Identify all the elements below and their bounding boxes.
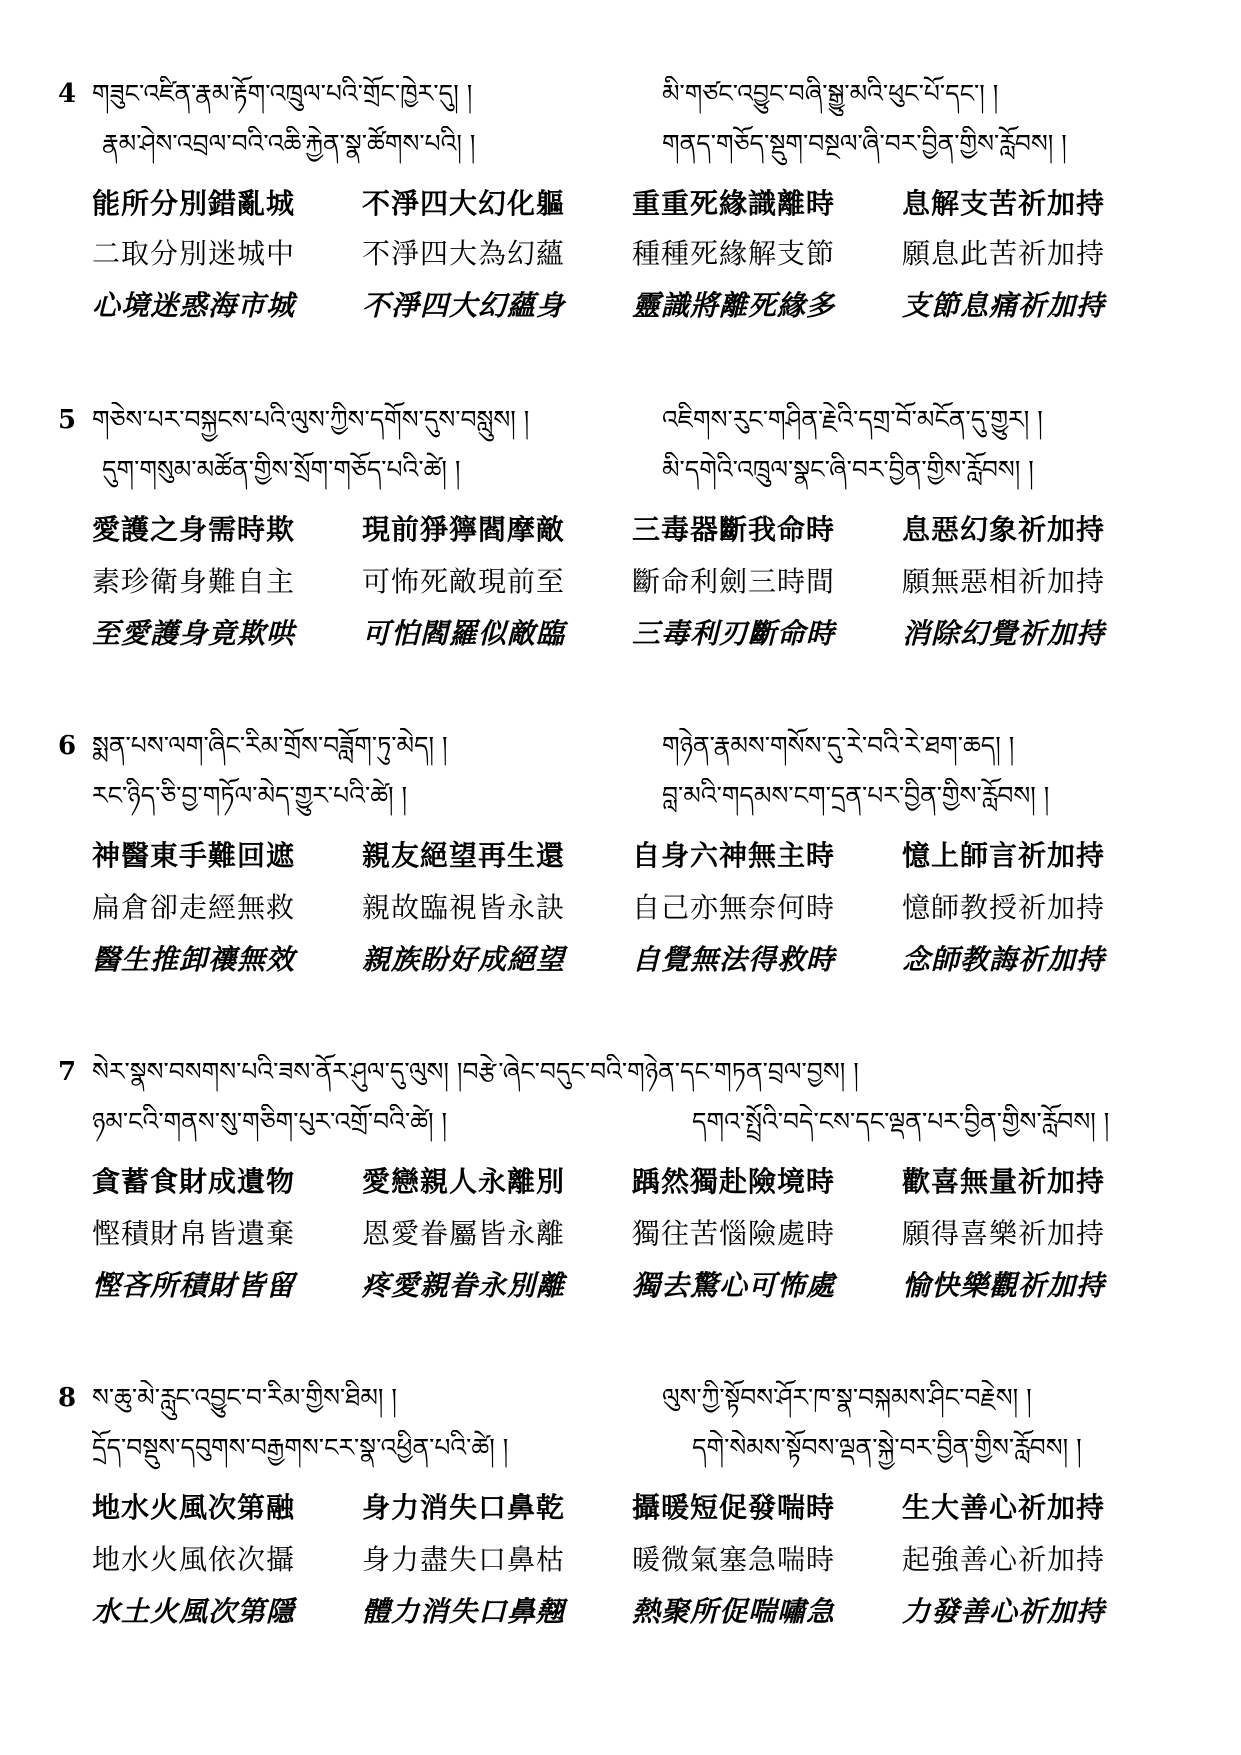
chinese-line: 憶上師言祈加持	[902, 839, 1106, 872]
chinese-line: 不淨四大為幻蘊	[362, 237, 566, 270]
chinese-line: 起強善心祈加持	[902, 1543, 1106, 1576]
verse-number: 4	[58, 79, 77, 109]
chinese-line: 種種死緣解支節	[632, 237, 836, 270]
chinese-line: 息惡幻象祈加持	[902, 513, 1106, 546]
chinese-line: 攝暖短促發喘時	[632, 1491, 836, 1524]
chinese-line: 醫生推卸禳無效	[92, 943, 296, 976]
chinese-line: 親故臨視皆永訣	[362, 891, 566, 924]
chinese-line: 二取分別迷城中	[92, 237, 296, 270]
chinese-line: 可怕閻羅似敵臨	[362, 617, 566, 650]
chinese-line: 三毒器斷我命時	[632, 513, 836, 546]
chinese-line: 水土火風次第隱	[92, 1595, 296, 1628]
chinese-line: 身力消失口鼻乾	[362, 1491, 566, 1524]
chinese-line: 疼愛親眷永別離	[362, 1269, 566, 1302]
chinese-line: 愛護之身需時欺	[92, 513, 296, 546]
chinese-line: 自身六神無主時	[632, 839, 836, 872]
chinese-line: 親友絕望再生還	[362, 839, 566, 872]
chinese-line: 息解支苦祈加持	[902, 187, 1106, 220]
tibetan-line-3: རྣམ་ཤེས་འབྲལ་བའི་འཆི་རྐྱེན་སྣ་ཚོགས་པའི། །	[102, 129, 476, 158]
chinese-line: 暖微氣塞急喘時	[632, 1543, 836, 1576]
chinese-line: 生大善心祈加持	[902, 1491, 1106, 1524]
chinese-line: 重重死緣識離時	[632, 187, 836, 220]
tibetan-line-4: གནད་གཅོད་སྡུག་བསྔལ་ཞི་བར་བྱིན་གྱིས་རློབས། །	[662, 129, 1067, 158]
chinese-line: 慳吝所積財皆留	[92, 1269, 296, 1302]
tibetan-line-4: དགེ་སེམས་སྟོབས་ལྡན་སྐྱེ་བར་བྱིན་གྱིས་རློབས། །	[692, 1433, 1082, 1462]
chinese-line: 願得喜樂祈加持	[902, 1217, 1106, 1250]
tibetan-line-3: དུག་གསུམ་མཚོན་གྱིས་སྲོག་གཅོད་པའི་ཚེ། །	[102, 455, 461, 484]
chinese-line: 可怖死敵現前至	[362, 565, 566, 598]
chinese-line: 力發善心祈加持	[902, 1595, 1106, 1628]
verse-number: 8	[58, 1383, 77, 1413]
tibetan-line-4: བླ་མའི་གདམས་ངག་དྲན་པར་བྱིན་གྱིས་རློབས། །	[662, 781, 1050, 810]
chinese-line: 熱聚所促喘嘯急	[632, 1595, 836, 1628]
tibetan-line-2: འཇིགས་རུང་གཤིན་རྗེའི་དགྲ་བོ་མངོན་དུ་གྱུར། །	[662, 405, 1043, 434]
tibetan-line-3: དགའ་སྤྲོའི་བདེ་ངས་དང་ལྡན་པར་བྱིན་གྱིས་རློབས། །	[692, 1107, 1110, 1136]
chinese-line: 憶師教授祈加持	[902, 891, 1106, 924]
chinese-line: 自己亦無奈何時	[632, 891, 836, 924]
chinese-line: 地水火風依次攝	[92, 1543, 296, 1576]
chinese-line: 歡喜無量祈加持	[902, 1165, 1106, 1198]
chinese-line: 靈識將離死緣多	[632, 289, 836, 322]
chinese-line: 至愛護身竟欺哄	[92, 617, 296, 650]
chinese-line: 獨去驚心可怖處	[632, 1269, 836, 1302]
tibetan-line-2: མི་གཙང་འབྱུང་བཞི་སྒྱུ་མའི་ཕུང་པོ་དང་། །	[662, 79, 999, 108]
chinese-line: 貪蓄食財成遺物	[92, 1165, 296, 1198]
chinese-line: 願息此苦祈加持	[902, 237, 1106, 270]
tibetan-line-4: མི་དགེའི་འཁྲུལ་སྣང་ཞི་བར་བྱིན་གྱིས་རློབས། །	[662, 455, 1034, 484]
tibetan-line-1: སེར་སྣས་བསགས་པའི་ཟས་ནོར་ཤུལ་དུ་ལུས། །བརྩེ་ཞེང་བདུང་བའི་གཉེན་དང་གཏན་བྲལ་བྱས། །	[92, 1057, 859, 1086]
verse-number: 7	[58, 1057, 77, 1087]
chinese-line: 三毒利刃斷命時	[632, 617, 836, 650]
tibetan-line-3: དྲོད་བསྡུས་དབུགས་བརྒྱགས་ངར་སྣ་འཕྱིན་པའི་ཚེ། །	[92, 1433, 509, 1462]
tibetan-line-1: གཅེས་པར་བསྐྱངས་པའི་ལུས་ཀྱིས་དགོས་དུས་བསླུས། །	[92, 405, 530, 434]
chinese-line: 神醫東手難回遮	[92, 839, 296, 872]
chinese-line: 念師教誨祈加持	[902, 943, 1106, 976]
chinese-line: 斷命利劍三時間	[632, 565, 836, 598]
chinese-line: 願無惡相祈加持	[902, 565, 1106, 598]
chinese-line: 不淨四大幻化軀	[362, 187, 566, 220]
chinese-line: 自覺無法得救時	[632, 943, 836, 976]
chinese-line: 能所分別錯亂城	[92, 187, 296, 220]
chinese-line: 親族盼好成絕望	[362, 943, 566, 976]
chinese-line: 恩愛眷屬皆永離	[362, 1217, 566, 1250]
chinese-line: 踽然獨赴險境時	[632, 1165, 836, 1198]
chinese-line: 現前猙獰閻摩敵	[362, 513, 566, 546]
tibetan-line-2: གཉེན་རྣམས་གསོས་དུ་རེ་བའི་རེ་ཐག་ཆད། །	[662, 731, 1015, 760]
chinese-line: 素珍衛身難自主	[92, 565, 296, 598]
tibetan-line-2: ལུས་ཀྱི་སྟོབས་ཤོར་ཁ་སྣ་བསྐམས་ཤིང་བརྗེས། །	[662, 1383, 1032, 1412]
tibetan-line-1: ས་ཆུ་མེ་རླུང་འབྱུང་བ་རིམ་གྱིས་ཐིམ། །	[92, 1383, 397, 1412]
chinese-line: 消除幻覺祈加持	[902, 617, 1106, 650]
chinese-line: 體力消失口鼻翹	[362, 1595, 566, 1628]
tibetan-line-3: རང་ཉིད་ཅི་བྱ་གཏོལ་མེད་གྱུར་པའི་ཚེ། །	[92, 781, 408, 810]
chinese-line: 不淨四大幻蘊身	[362, 289, 566, 322]
chinese-line: 慳積財帛皆遺棄	[92, 1217, 296, 1250]
chinese-line: 獨往苦惱險處時	[632, 1217, 836, 1250]
chinese-line: 扁倉卻走經無救	[92, 891, 296, 924]
chinese-line: 身力盡失口鼻枯	[362, 1543, 566, 1576]
chinese-line: 心境迷惑海市城	[92, 289, 296, 322]
verse-number: 6	[58, 731, 77, 761]
chinese-line: 愉快樂觀祈加持	[902, 1269, 1106, 1302]
chinese-line: 支節息痛祈加持	[902, 289, 1106, 322]
chinese-line: 地水火風次第融	[92, 1491, 296, 1524]
tibetan-line-1: གཟུང་འཛིན་རྣམ་རྟོག་འཁྲུལ་པའི་གྲོང་ཁྱེར་དུ། །	[92, 79, 473, 108]
tibetan-line-1: སྨན་པས་ལག་ཞིང་རིམ་གྲོས་བཟློག་ཏུ་མེད། །	[92, 731, 448, 760]
chinese-line: 愛戀親人永離別	[362, 1165, 566, 1198]
tibetan-line-2: ཉམ་ངའི་གནས་སུ་གཅིག་པུར་འགྲོ་བའི་ཚེ། །	[92, 1107, 448, 1136]
verse-number: 5	[58, 405, 77, 435]
